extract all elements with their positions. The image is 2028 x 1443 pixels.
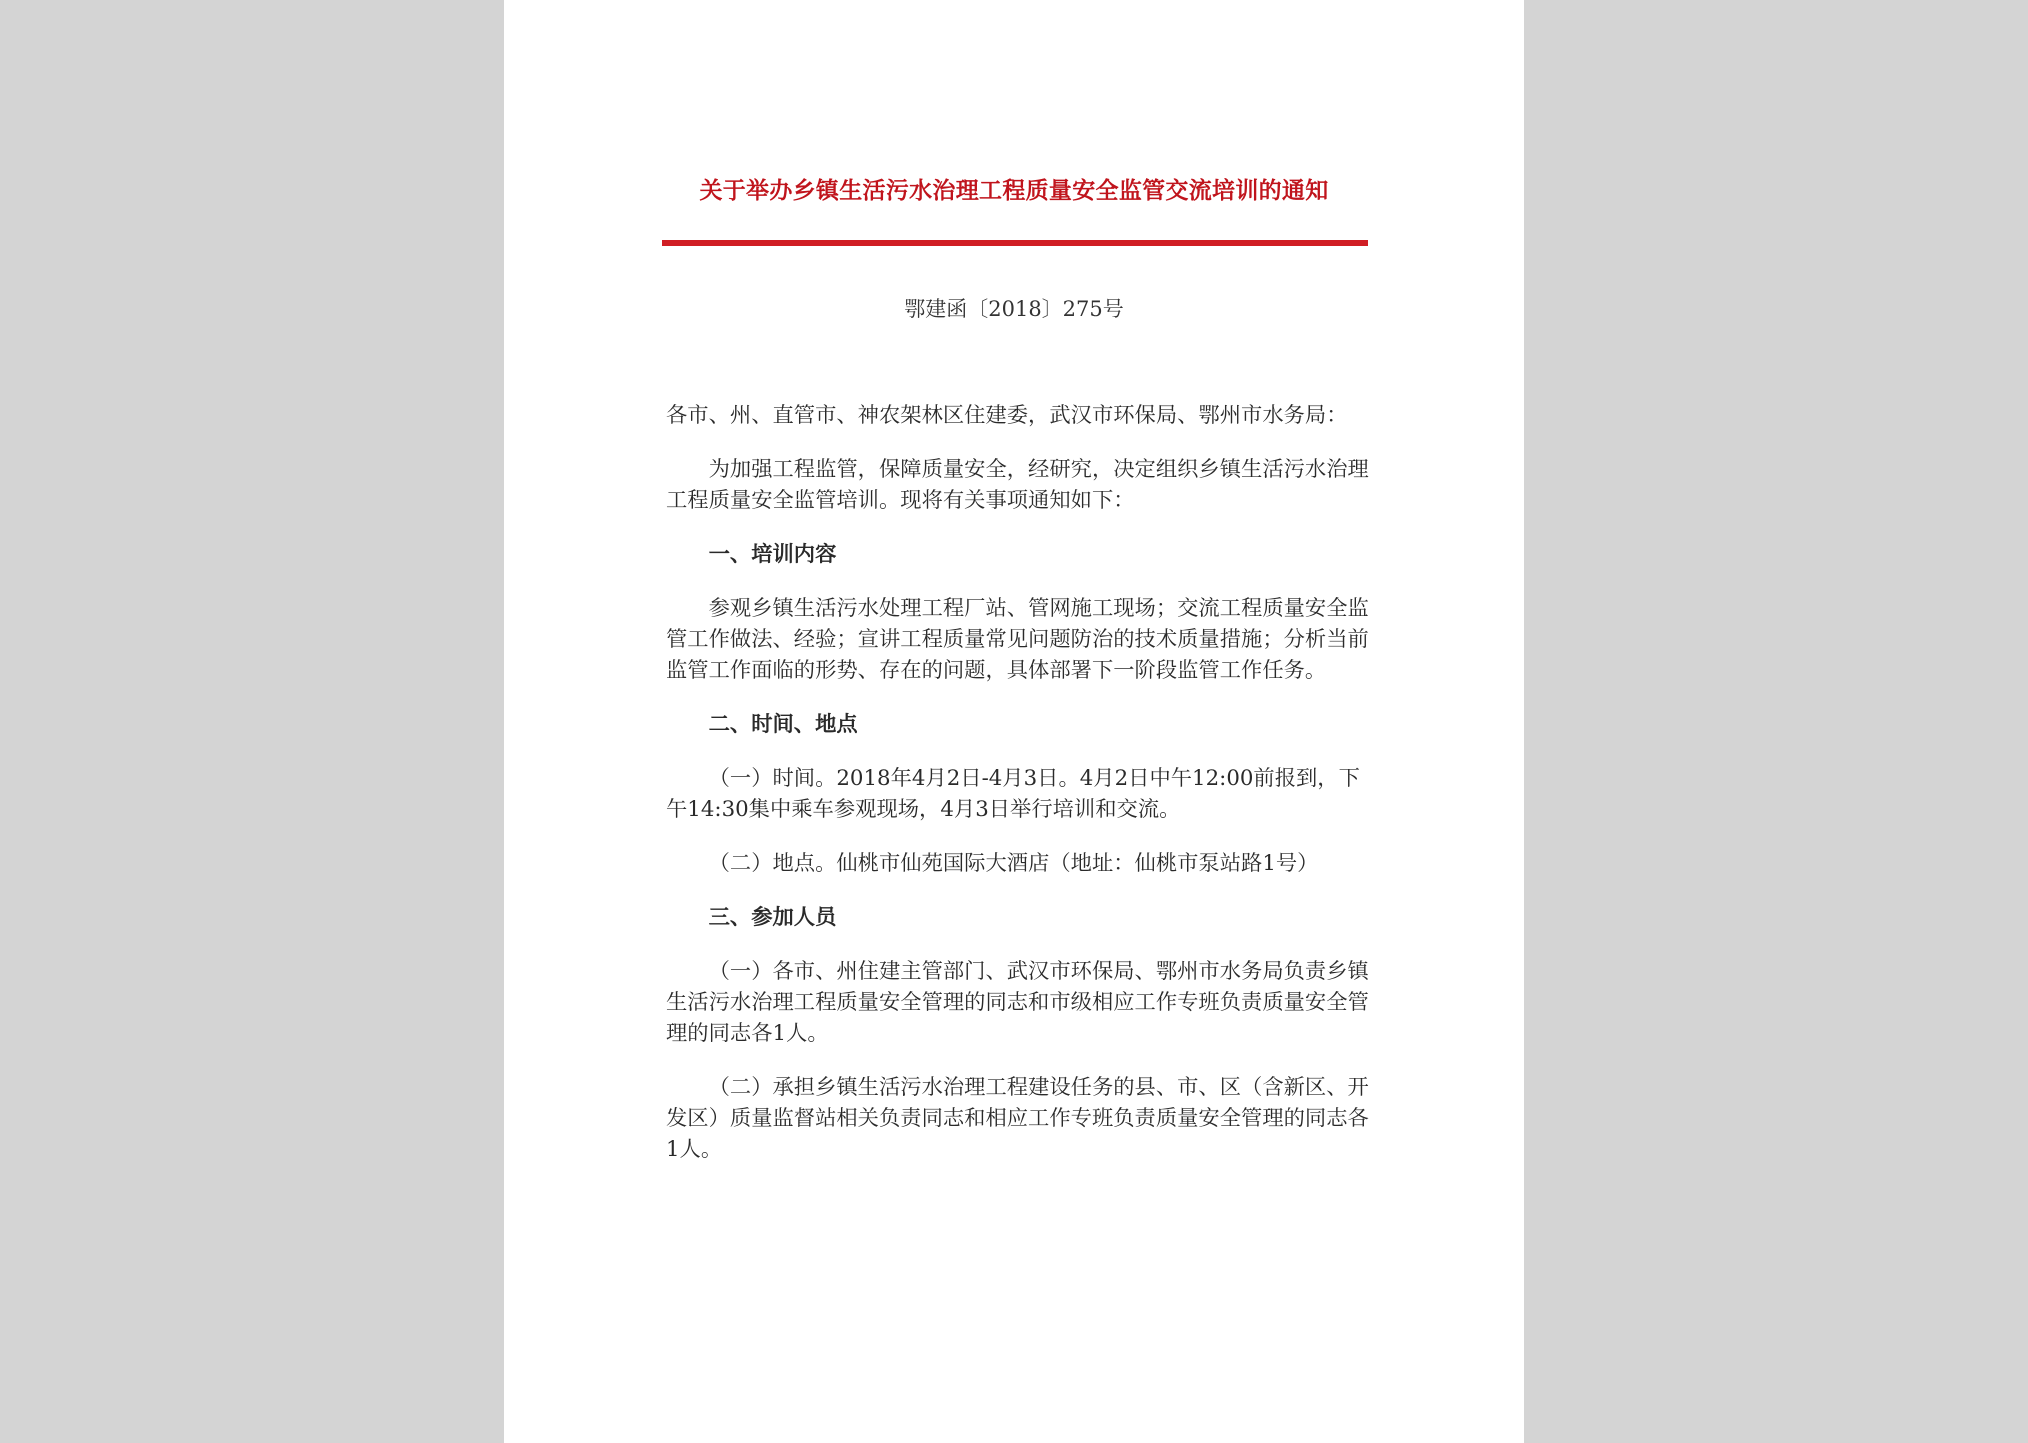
section-paragraph: （二）承担乡镇生活污水治理工程建设任务的县、市、区（含新区、开发区）质量监督站相关负责同志和相应工作专班负责质量安全管理的同志各1人。 bbox=[666, 1075, 1369, 1162]
section-paragraph: （一）时间。2018年4月2日-4月3日。4月2日中午12:00前报到，下午14:30集中乘车参观现场，4月3日举行培训和交流。 bbox=[666, 766, 1360, 822]
section-heading-participants: 三、参加人员 bbox=[708, 905, 837, 930]
document-page bbox=[504, 0, 1524, 1443]
section-paragraph: （一）各市、州住建主管部门、武汉市环保局、鄂州市水务局负责乡镇生活污水治理工程质量安全管理的同志和市级相应工作专班负责质量安全管理的同志各1人。 bbox=[666, 959, 1369, 1046]
section-heading-training-content: 一、培训内容 bbox=[708, 542, 837, 567]
section-heading-time-place: 二、时间、地点 bbox=[708, 712, 858, 737]
salutation: 各市、州、直管市、神农架林区住建委，武汉市环保局、鄂州市水务局： bbox=[666, 403, 1348, 428]
section-paragraph: （二）地点。仙桃市仙苑国际大酒店（地址：仙桃市泵站路1号） bbox=[708, 851, 1319, 876]
red-header-rule bbox=[662, 240, 1368, 246]
intro-paragraph: 为加强工程监管，保障质量安全，经研究，决定组织乡镇生活污水治理工程质量安全监管培训。现将有关事项通知如下： bbox=[666, 457, 1369, 513]
document-title: 关于举办乡镇生活污水治理工程质量安全监管交流培训的通知 bbox=[699, 177, 1329, 204]
section-paragraph: 参观乡镇生活污水处理工程厂站、管网施工现场；交流工程质量安全监管工作做法、经验；宣讲工程质量常见问题防治的技术质量措施；分析当前监管工作面临的形势、存在的问题，具体部署下一阶段监管工作任务。 bbox=[666, 596, 1369, 683]
document-body bbox=[666, 400, 1370, 1188]
document-number: 鄂建函〔2018〕275号 bbox=[904, 297, 1124, 321]
